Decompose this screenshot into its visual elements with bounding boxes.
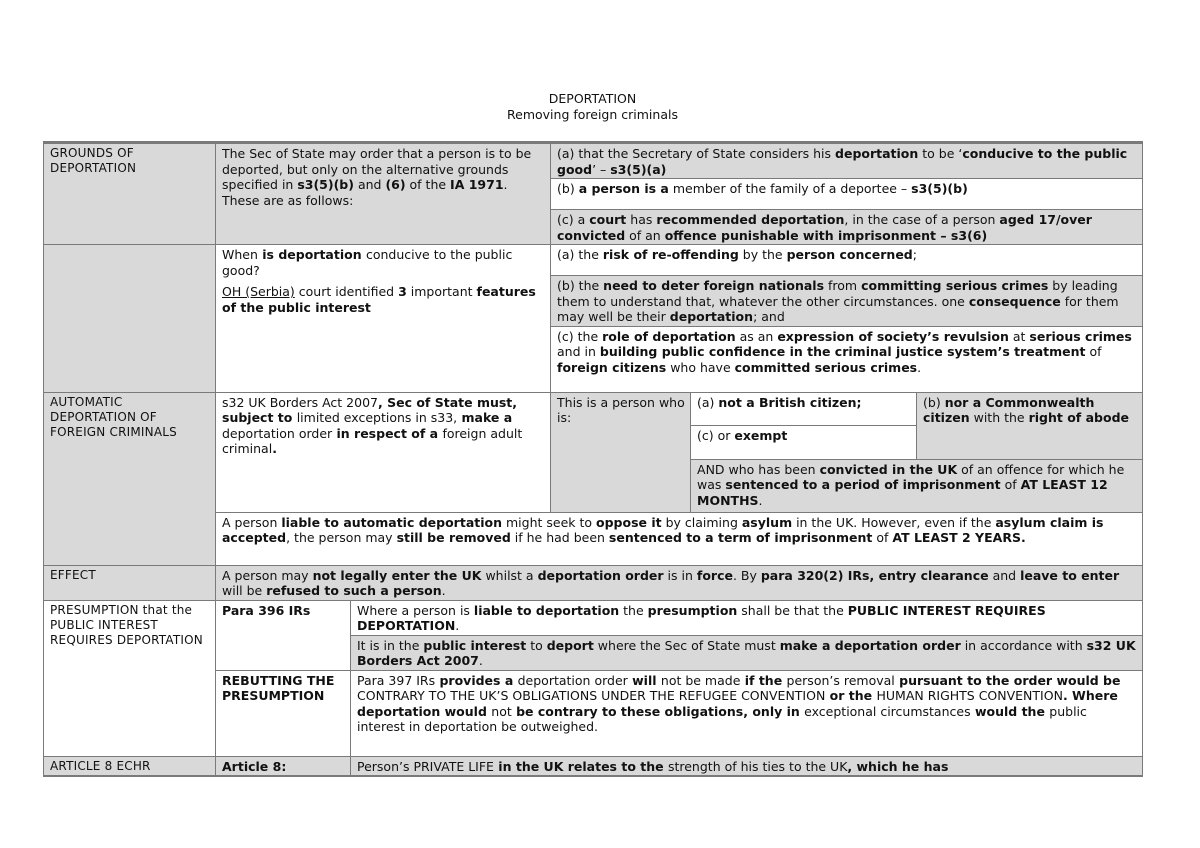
label-article8: ARTICLE 8 ECHR — [44, 756, 216, 776]
automatic-a: (a) not a British citizen; — [691, 392, 917, 425]
automatic-and: AND who has been convicted in the UK of an offence for which he was sentenced to a period of imprisonment of AT LEAST 12 MONTHS. — [691, 459, 1143, 512]
conducive-b: (b) the need to deter foreign nationals from committing serious crimes by leading them to understand that, whatever the other circumstances. one consequence for them may well be their deportation; and — [551, 276, 1143, 327]
automatic-c: (c) or exempt — [691, 425, 917, 459]
article8-text: Person’s PRIVATE LIFE in the UK relates to the strength of his ties to the UK, which he has — [351, 756, 1143, 776]
presumption-p1: Where a person is liable to deportation the presumption shall be that the PUBLIC INTEREST REQUIRES DEPORTATION. — [351, 600, 1143, 635]
label-automatic: AUTOMATIC DEPORTATION OF FOREIGN CRIMINALS — [44, 392, 216, 565]
label-effect: EFFECT — [44, 565, 216, 600]
article8-head: Article 8: — [216, 756, 351, 776]
document-title — [0, 91, 1185, 123]
effect-text: A person may not legally enter the UK whilst a deportation order is in force. By para 320(2) IRs, entry clearance and leave to enter will be refused to such a person. — [216, 565, 1143, 600]
grounds-c: (c) a court has recommended deportation, in the case of a person aged 17/over convicted of an offence punishable with imprisonment – s3(6) — [551, 210, 1143, 245]
grounds-intro: The Sec of State may order that a person is to be deported, but only on the alternative grounds specified in s3(5)(b) and (6) of the IA 1971. These are as follows: — [216, 143, 551, 245]
title-subtitle: Removing foreign criminals — [507, 107, 678, 122]
title-main: DEPORTATION — [548, 91, 637, 106]
automatic-desc: s32 UK Borders Act 2007, Sec of State must, subject to limited exceptions in s33, make a deportation order in respect of a foreign adult criminal. — [216, 392, 551, 512]
case-link-oh-serbia: OH (Serbia) — [222, 284, 295, 299]
label-presumption: PRESUMPTION that the PUBLIC INTEREST REQUIRES DEPORTATION — [44, 600, 216, 756]
notes-table — [43, 141, 1143, 777]
label-grounds: GROUNDS OF DEPORTATION — [44, 143, 216, 245]
grounds-a: (a) that the Secretary of State considers his deportation to be ‘conducive to the public good’ – s3(5)(a) — [551, 143, 1143, 179]
automatic-asylum: A person liable to automatic deportation might seek to oppose it by claiming asylum in the UK. However, even if the asylum claim is accepted, the person may still be removed if he had been sentenced to a term of imprisonment of AT LEAST 2 YEARS. — [216, 512, 1143, 565]
presumption-p2: It is in the public interest to deport where the Sec of State must make a deportation order in accordance with s32 UK Borders Act 2007. — [351, 635, 1143, 670]
conducive-question: When is deportation conducive to the public good? OH (Serbia) court identified 3 important features of the public interest — [216, 245, 551, 393]
rebutting-label: REBUTTING THE PRESUMPTION — [216, 670, 351, 756]
conducive-a: (a) the risk of re-offending by the person concerned; — [551, 245, 1143, 276]
conducive-c: (c) the role of deportation as an expression of society’s revulsion at serious crimes and in building public confidence in the criminal justice system’s treatment of foreign citizens who have committed serious crimes. — [551, 326, 1143, 392]
para-396: Para 396 IRs — [216, 600, 351, 670]
automatic-b: (b) nor a Commonwealth citizen with the right of abode — [917, 392, 1143, 459]
automatic-person: This is a person who is: — [551, 392, 691, 512]
rebutting-text: Para 397 IRs provides a deportation order will not be made if the person’s removal pursuant to the order would be CONTRARY TO THE UK’S OBLIGATIONS UNDER THE REFUGEE CONVENTION or the HUMAN RIGHTS CONVENTION. Where deportation would not be contrary to these obligations, only in exceptional circumstances would the public interest in deportation be outweighed. — [351, 670, 1143, 756]
label-blank — [44, 245, 216, 393]
grounds-b: (b) a person is a member of the family of a deportee – s3(5)(b) — [551, 179, 1143, 210]
